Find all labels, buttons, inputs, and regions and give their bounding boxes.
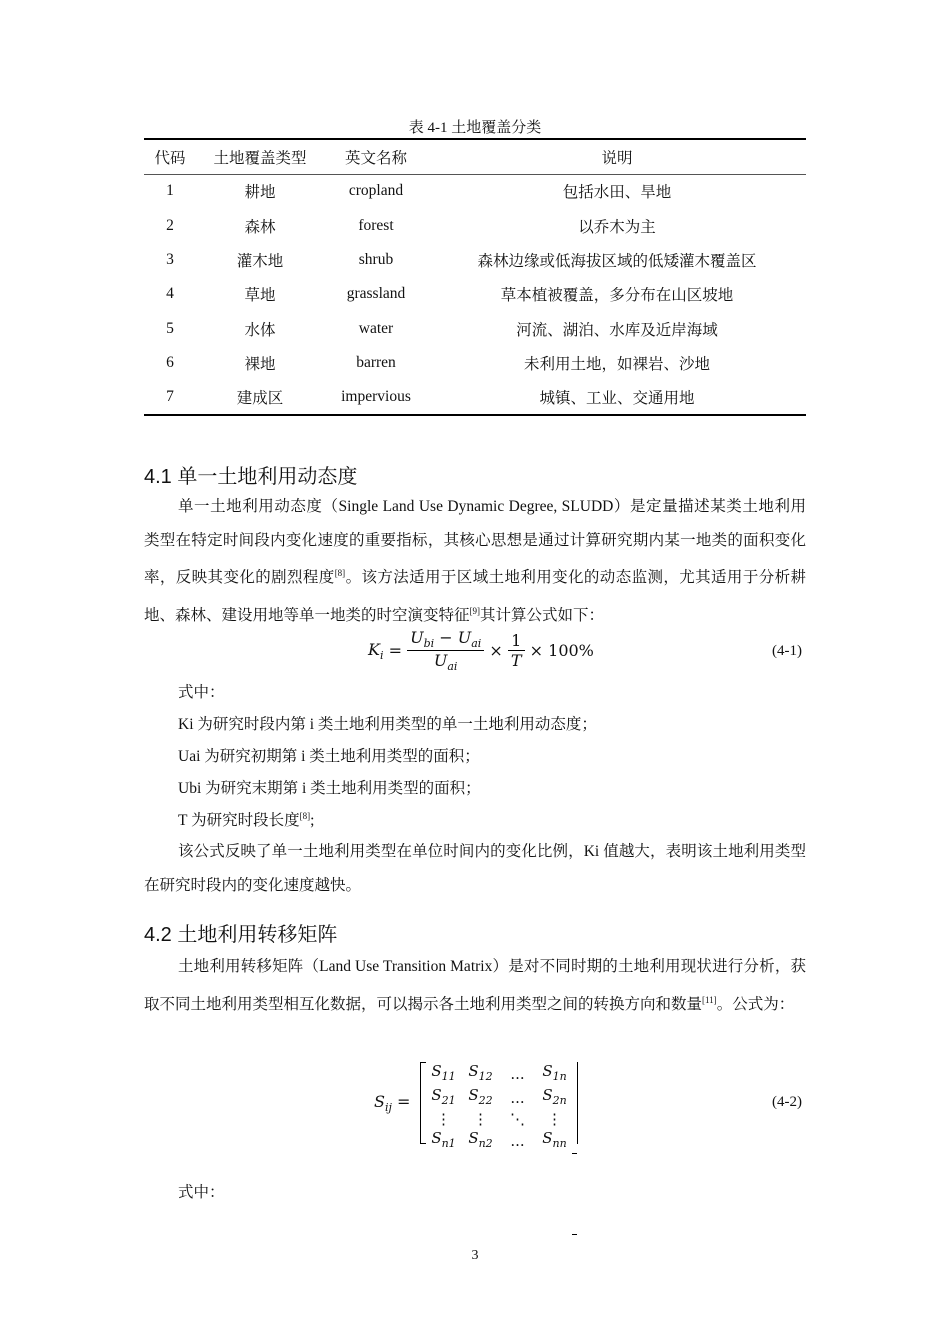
cell-code: 5 [166,319,174,337]
table-row [144,174,806,208]
matrix-cell [425,1129,462,1153]
matrix-cell [499,1062,536,1086]
fraction2-numerator: 1 [508,631,525,651]
table-row [144,208,806,242]
matrix-symbol: ... [510,1131,525,1150]
table-row [144,312,806,346]
citation-8: [8] [334,568,346,578]
formula-lhs: K [368,639,380,659]
cell-type: 建成区 [236,390,284,408]
table-row [144,277,806,311]
matrix-symbol: ⋮ [547,1110,562,1128]
section1-conclusion: 该公式反映了单一土地利用类型在单位时间内的变化比例，Ki 值越大，表明该土地利用类型在研究时段内的变化速度越快。 [144,843,806,894]
matrix-symbol: S [468,1062,479,1080]
matrix-subscript: 1n [552,1070,567,1083]
formula-percent: 100% [548,641,594,661]
table-row [144,346,806,380]
intro-text-a: 单一土地利用动态度（Single Land Use Dynamic Degree, SLUDD）是定量描述某类土地利用类型在特定时间段内变化速度的重要指标，其核心思想是通过计算研究期内某一地类的面积变化率，反映其变化的剧烈程度 [144,498,806,587]
table-row [144,243,806,277]
intro-text-b: 。该方法适用于区域土地利用变化的动态监测，尤其适用于分析耕地、森林、建设用地等单一地类的时空演变特征 [144,569,806,624]
cell-english: shrub [358,250,394,268]
section2-intro-text: 土地利用转移矩阵（Land Use Transition Matrix）是对不同时期的土地利用现状进行分析，获取不同土地利用类型相互化数据，可以揭示各土地利用类型之间的转换方向和数量 [144,958,806,1013]
matrix-subscript: nn [552,1137,567,1150]
col-header-english: 英文名称 [344,149,407,167]
table-caption: 表 4-1 土地覆盖分类 [408,120,542,136]
matrix-cell [499,1086,536,1110]
matrix-row [425,1129,573,1153]
matrix-symbol: S [542,1062,553,1080]
section-heading-4-2: 4.2 土地利用转移矩阵 [144,924,338,946]
matrix-row [425,1110,573,1129]
matrix-cell [536,1129,573,1153]
numerator-sub2: ai [471,637,482,651]
cell-type: 耕地 [244,184,276,202]
land-cover-table [144,138,806,416]
cell-code: 3 [166,250,174,268]
formula-times-2: × [529,641,544,661]
denominator-u: U [433,651,448,671]
matrix-cell [462,1086,499,1110]
cell-desc: 包括水田、旱地 [562,184,672,202]
matrix-cell [536,1110,573,1129]
definition-ubi: Ubi 为研究末期第 i 类土地利用类型的面积； [178,780,481,797]
cell-english: grassland [346,285,406,303]
col-header-code: 代码 [154,149,186,167]
citation-11: [11] [702,994,717,1005]
formula-4-1 [368,628,594,673]
formula-lhs-sub: i [379,648,384,662]
numerator-u1: U [410,628,424,647]
col-header-desc: 说明 [601,149,633,167]
intro-text-c: 其计算公式如下： [480,606,605,624]
table-header-row [144,139,806,174]
cell-type: 水体 [244,321,276,339]
equation-number-4-1: (4-1) [772,643,802,659]
matrix-row [425,1062,573,1086]
matrix-cell [462,1062,499,1086]
fraction2-denominator: T [510,651,522,671]
matrix-lhs: S [374,1092,385,1111]
matrix-symbol: S [468,1129,479,1147]
cell-type: 灌木地 [236,252,284,270]
section1-intro [144,490,806,632]
matrix-equals: = [397,1092,411,1111]
cell-code: 6 [166,354,174,372]
table-row [144,380,806,414]
formula-fraction-1 [407,628,484,673]
equation-number-4-2: (4-2) [772,1094,802,1110]
cell-english: barren [356,354,396,372]
matrix-lhs-sub: ij [384,1101,392,1115]
cell-english: water [358,319,394,337]
matrix-subscript: 12 [478,1070,493,1083]
cell-desc: 河流、湖泊、水库及近岸海域 [516,321,718,339]
page-number: 3 [471,1248,479,1263]
citation-8-b: [8] [299,810,311,821]
matrix-symbol: S [542,1086,553,1104]
matrix-symbol: S [431,1129,442,1147]
cell-desc: 未利用土地，如裸岩、沙地 [523,356,710,374]
matrix-symbol: S [431,1062,442,1080]
matrix-subscript: n1 [441,1137,456,1150]
numerator-sub1: bi [423,637,435,651]
where-label-1: 式中： [178,684,225,701]
definition-ki: Ki 为研究时段内第 i 类土地利用类型的单一土地利用动态度； [178,716,597,733]
transition-matrix [420,1062,578,1150]
matrix-symbol: S [431,1086,442,1104]
matrix-cell [425,1086,462,1110]
matrix-symbol: S [468,1086,479,1104]
matrix-cell [462,1110,499,1129]
matrix-symbol: ... [510,1064,525,1083]
cell-english: impervious [341,388,411,406]
cell-english: cropland [348,182,404,200]
cell-desc: 草本植被覆盖，多分布在山区坡地 [500,287,734,305]
formula-fraction-2 [508,631,525,670]
formula-4-2-lhs [374,1092,410,1114]
definition-t [178,808,314,830]
formula-times-1: × [489,641,503,661]
matrix-symbol: ... [510,1088,525,1107]
matrix-cell [499,1129,536,1153]
matrix-cell [425,1062,462,1086]
cell-type: 裸地 [244,356,276,374]
cell-type: 森林 [244,218,276,236]
matrix-symbol: ⋱ [510,1110,525,1128]
cell-code: 1 [166,182,174,200]
cell-desc: 以乔木为主 [578,218,656,236]
matrix-cell [536,1062,573,1086]
cell-code: 4 [166,285,174,303]
cell-type: 草地 [244,287,276,305]
matrix-cell [499,1110,536,1129]
matrix-cell [425,1110,462,1129]
matrix-subscript: 22 [478,1094,493,1107]
col-header-type: 土地覆盖类型 [213,149,307,167]
numerator-u2: U [457,628,472,647]
numerator-minus: − [439,628,453,647]
section2-intro [144,950,806,1021]
matrix-symbol: ⋮ [473,1110,488,1128]
cell-desc: 森林边缘或低海拔区域的低矮灌木覆盖区 [477,252,757,270]
cell-code: 7 [166,388,174,406]
where-label-2: 式中： [178,1184,225,1201]
cell-desc: 城镇、工业、交通用地 [539,390,695,408]
matrix-symbol: ⋮ [436,1110,451,1128]
matrix-cell [462,1129,499,1153]
matrix-subscript: 21 [441,1094,456,1107]
matrix-symbol: S [542,1129,553,1147]
matrix-subscript: n2 [478,1137,493,1150]
matrix-subscript: 2n [552,1094,567,1107]
definition-uai: Uai 为研究初期第 i 类土地利用类型的面积； [178,748,480,765]
matrix-cell [536,1086,573,1110]
definition-t-text: T 为研究时段长度 [178,812,300,829]
matrix-subscript: 11 [441,1070,456,1083]
section2-intro-end: 。公式为： [716,995,795,1013]
citation-9: [9] [469,605,481,616]
section-heading-4-1: 4.1 单一土地利用动态度 [144,466,358,488]
formula-equals: = [388,641,402,661]
definition-t-end: ; [310,812,315,829]
cell-english: forest [358,216,394,234]
denominator-sub: ai [447,660,458,674]
matrix-row [425,1086,573,1110]
cell-code: 2 [166,216,174,234]
